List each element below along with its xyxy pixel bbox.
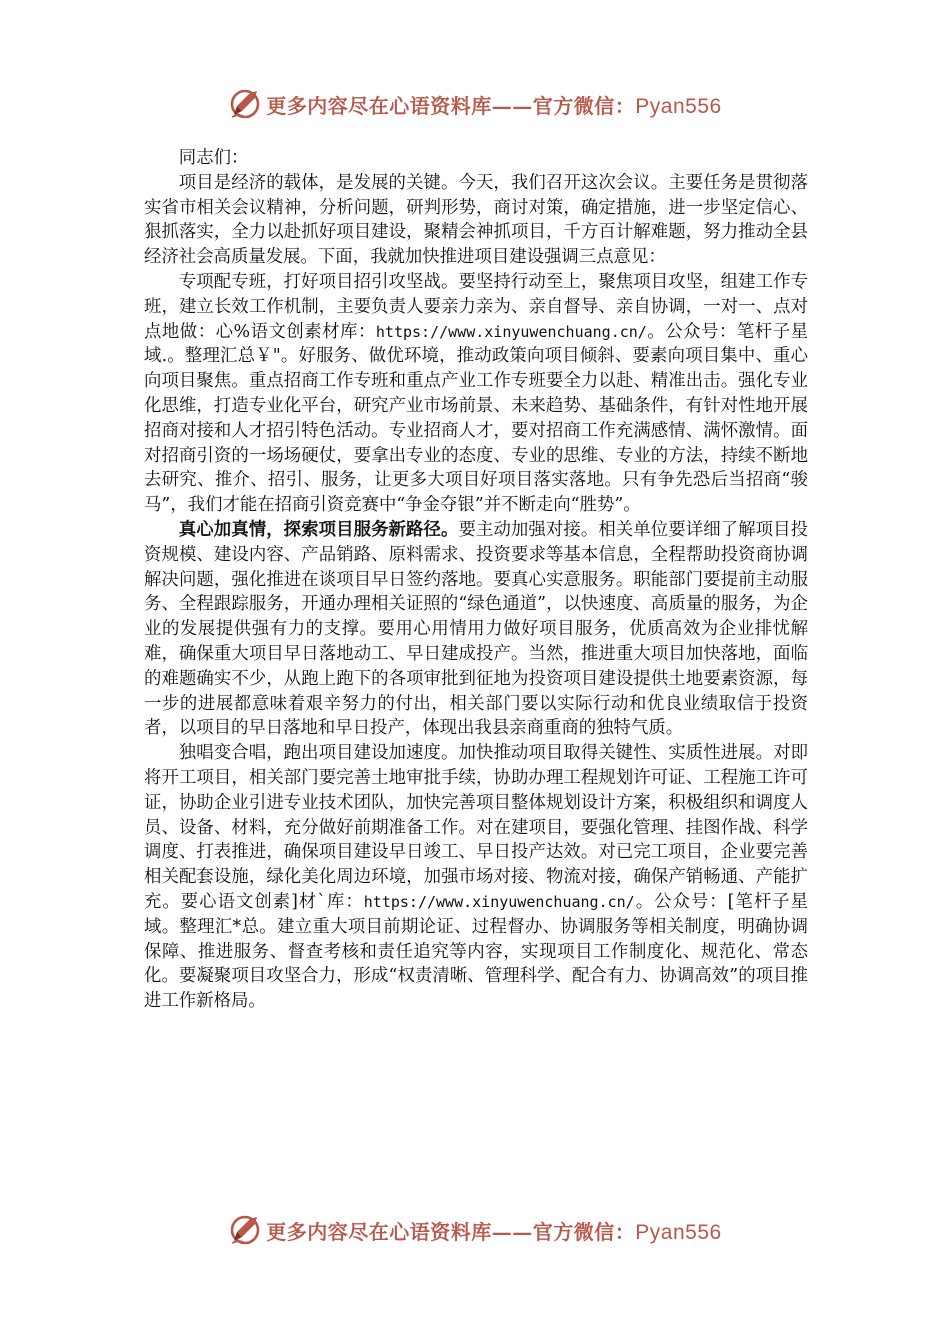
footer-banner xyxy=(0,1210,950,1250)
website-url: https://www.xinyuwenchuang.cn/ xyxy=(375,322,647,341)
document-body xyxy=(144,146,808,1014)
section-1-lead: 专项配专班，打好项目招引攻坚战。 xyxy=(178,271,459,292)
banner-text: 更多内容尽在心语资料库——官方微信：Pyan556 xyxy=(266,93,722,118)
website-url: https://www.xinyuwenchuang.cn/ xyxy=(363,892,635,911)
salutation: 同志们： xyxy=(178,148,249,168)
section-2-paragraph: 真心加真情，探索项目服务新路径。要主动加强对接。相关单位要详细了解项目投资规模、建设内容、产品销路、原料需求、投资要求等基本信息，全程帮助投资商协调解决问题，强化推进在谈项目早日签约落地。要真心实意服务。职能部门要提前主动服务、全程跟踪服务，开通办理相关证照的“绿色通道”，以快速度、高质量的服务，为企业的发展提供强有力的支撑。要用心用情用力做好项目服务，优质高效为企业排忧解难，确保重大项目早日落地动工、早日建成投产。当然，推进重大项目加快落地，面临的难题确实不少，从跑上跑下的各项审批到征地为投资项目建设提供土地要素资源，每一步的进展都意味着艰辛努力的付出，相关部门要以实际行动和优良业绩取信于投资者，以项目的早日落地和早日投产，体现出我县亲商重商的独特气质。 xyxy=(144,519,808,739)
pen-nib-logo-icon xyxy=(228,87,262,121)
pen-nib-logo-icon xyxy=(228,1213,262,1247)
banner-text: 更多内容尽在心语资料库——官方微信：Pyan556 xyxy=(266,1219,722,1244)
header-banner xyxy=(0,84,950,124)
section-3-paragraph: 独唱变合唱，跑出项目建设加速度。加快推动项目取得关键性、实质性进展。对即将开工项目，相关部门要完善土地审批手续，协助办理工程规划许可证、工程施工许可证，协助企业引进专业技术团队，加快完善项目整体规划设计方案，积极组织和调度人员、设备、材料，充分做好前期准备工作。对在建项目，要强化管理、挂图作战、科学调度、打表推进，确保项目建设早日竣工、早日投产达效。对已完工项目，企业要完善相关配套设施，绿化美化周边环境，加强市场对接、物流对接，确保产销畅通、产能扩充。要心语文创素]材`库：https://www.xinyuwenchuang.cn/。公众号：[笔杆子星域。整理汇*总。建立重大项目前期论证、过程督办、协调服务等相关制度，明确协调保障、推进服务、督查考核和责任追究等内容，实现项目工作制度化、规范化、常态化。要凝聚项目攻坚合力，形成“权责清晰、管理科学、配合有力、协调高效”的项目推进工作新格局。 xyxy=(144,743,808,1012)
wechat-handle: Pyan556 xyxy=(635,1220,722,1244)
section-1-paragraph: 专项配专班，打好项目招引攻坚战。要坚持行动至上，聚焦项目攻坚，组建工作专班，建立长效工作机制，主要负责人要亲力亲为、亲自督导、亲自协调，一对一、点对点地做：心%语文创素材库：https://www.xinyuwenchuang.cn/。公众号：笔杆子星域.。整理汇总￥"。好服务、做优环境，推动政策向项目倾斜、要素向项目集中、重心向项目聚焦。重点招商工作专班和重点产业工作专班要全力以赴、精准出击。强化专业化思维，打造专业化平台，研究产业市场前景、未来趋势、基础条件，有针对性地开展招商对接和人才招引特色活动。专业招商人才，要对招商工作充满感情、满怀激情。面对招商引资的一场场硬仗，要拿出专业的态度、专业的思维、专业的方法，持续不断地去研究、推介、招引、服务，让更多大项目好项目落实落地。只有争先恐后当招商“骏马”，我们才能在招商引资竞赛中“争金夺银”并不断走向“胜势”。 xyxy=(144,271,808,516)
wechat-handle: Pyan556 xyxy=(635,94,722,118)
intro-paragraph: 项目是经济的载体，是发展的关键。今天，我们召开这次会议。主要任务是贯彻落实省市相关会议精神，分析问题，研判形势，商讨对策，确定措施，进一步坚定信心、狠抓落实，全力以赴抓好项目建设，聚精会神抓项目，千方百计解难题，努力推动全县经济社会高质量发展。下面，我就加快推进项目建设强调三点意见： xyxy=(144,172,808,268)
section-2-lead: 真心加真情，探索项目服务新路径。 xyxy=(178,519,459,540)
section-3-lead: 独唱变合唱，跑出项目建设加速度。 xyxy=(178,743,459,764)
